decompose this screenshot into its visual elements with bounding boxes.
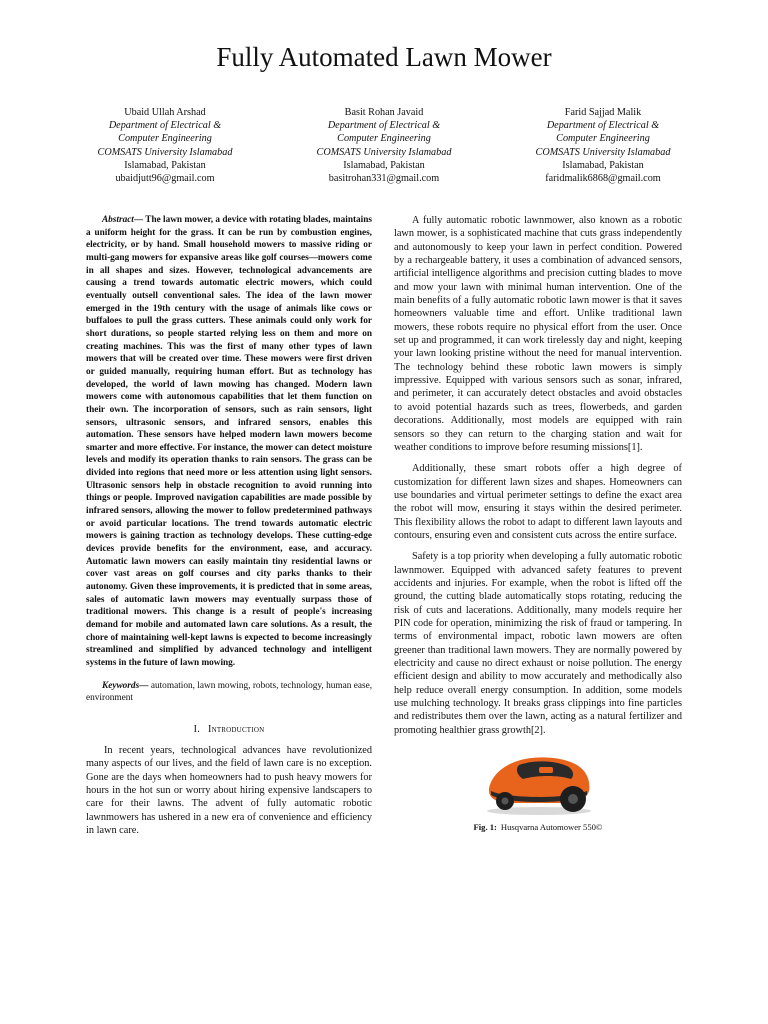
mower-hub	[568, 794, 578, 804]
author-block	[60, 106, 708, 185]
abstract	[86, 214, 372, 670]
author-city: Islamabad, Pakistan	[124, 159, 206, 171]
author-name: Basit Rohan Javaid	[344, 107, 424, 118]
body-paragraph: Additionally, these smart robots offer a high degree of customization for different lawn sizes and shapes. Homeowners can use boundaries and virtual perimeter settings to define the exact area the robot will mow, ensuring it stays within the desired perimeter. This flexibility allows the robot to adapt to different lawn layouts and contours, ensuring even and consistent cuts across the entire surface.	[394, 463, 682, 541]
figure-1	[394, 745, 682, 833]
left-column	[86, 214, 372, 845]
figure-label: Fig. 1:	[473, 822, 497, 833]
author-city: Islamabad, Pakistan	[343, 159, 425, 171]
abstract-dash: —	[133, 215, 146, 225]
author-name: Farid Sajjad Malik	[564, 107, 642, 118]
section-number: I.	[193, 723, 200, 735]
author-2	[279, 106, 489, 185]
author-department: Department of Electrical &	[327, 120, 441, 132]
author-email: faridmalik6868@gmail.com	[545, 173, 661, 185]
right-column	[394, 214, 682, 833]
mower-stop-button	[539, 767, 553, 773]
intro-paragraph: In recent years, technological advances have revolutionized many aspects of our lives, and the field of lawn care is no exception. Gone are the days when homeowners had to push heavy mowers for hours in the hot sun or worry about hiring expensive landscapers to care for their lawns. The advent of fully automatic robotic lawnmowers has ushered in a new era of convenience and efficiency in lawn care.	[86, 744, 372, 836]
author-department: Computer Engineering	[118, 133, 212, 145]
body-paragraph: Safety is a top priority when developing a fully automatic robotic lawnmower. Equipped with advanced safety features to prevent accidents and injuries. For example, when the robot is lifted off the ground, the cutting blade automatically stops rotating, reducing the risk of cuts and lacerations. Additionally, many models require her PIN code for operation, minimizing the risk of fraud or tampering. In terms of environmental impact, robotic lawn mowers are often greener than traditional lawn mowers. They are normally powered by electricity and cause no direct exhaust or noise pollution. The energy efficient design and ability to mow accurately and methodically also help reduce overall energy consumption. In addition, some models use mulching technology. It breaks grass clippings into fine particles and redistributes them over the lawn, acting as a natural fertilizer and promoting healthier grass growth[2].	[394, 551, 682, 736]
author-name: Ubaid Ullah Arshad	[124, 107, 206, 118]
keywords	[86, 680, 372, 705]
robotic-mower-image	[479, 745, 597, 817]
section-heading	[86, 723, 372, 736]
keywords-label: Keywords	[102, 680, 140, 691]
figure-caption	[394, 821, 682, 833]
author-department: Department of Electrical &	[546, 120, 660, 132]
author-city: Islamabad, Pakistan	[562, 159, 644, 171]
paper-title: Fully Automated Lawn Mower	[216, 42, 552, 72]
author-email: basitrohan331@gmail.com	[328, 173, 440, 185]
mower-hub	[502, 798, 509, 805]
keywords-text: automation, lawn mowing, robots, technology, human ease, environment	[86, 680, 373, 704]
body-paragraph: A fully automatic robotic lawnmower, also known as a robotic lawn mower, is a sophisticated machine that cuts grass independently and autonomously to keep your lawn in perfect condition. Powered by a rechargeable battery, it uses a combination of advanced sensors, artificial intelligence algorithms and precision cutting blades to move and mow your lawn with minimal human intervention. One of the main benefits of a fully automatic robotic lawn mower is that it saves homeowners valuable time and effort. Unlike traditional lawn mowers, these robots require no physical effort from the user. Once set up and programmed, it can work tirelessly day and night, keeping your lawn looking pristine without the need for manual intervention. The technology behind these robotic lawn mowers is simply impressive. Equipped with various sensors such as sonar, infrared, and perimeter, it can accurately detect obstacles and avoid obstacles to avoid potential hazards such as trees, flowerbeds, and garden decorations. Additionally, most models are equipped with rain sensors so they can return to the charging station and wait for weather conditions to improve before resuming missions[1].	[394, 215, 682, 453]
keywords-dash: —	[139, 680, 151, 691]
author-university: COMSATS University Islamabad	[535, 146, 671, 158]
author-university: COMSATS University Islamabad	[97, 146, 233, 158]
figure-caption-text: Husqvarna Automower 550©	[500, 822, 603, 833]
section-title: Introduction	[207, 723, 265, 735]
author-department: Computer Engineering	[337, 133, 431, 145]
author-department: Department of Electrical &	[108, 120, 222, 132]
author-3	[498, 106, 708, 185]
author-department: Computer Engineering	[556, 133, 650, 145]
author-email: ubaidjutt96@gmail.com	[115, 173, 215, 185]
abstract-text: The lawn mower, a device with rotating blades, maintains a uniform height for the grass. It can be run by combustion engines, electricity, or by hand. Small household mowers to massive riding or multi-gang mowers for expansive areas like golf courses—mowers come in all shapes and sizes. However, technological advancements are causing a trend towards automatic electric mowers, which could eventually outsell conventional sales. The idea of the lawn mower emerged in the 19th century with the usage of animals like cows or buffaloes to pull the grass cutters. These animals could only work for short durations, so people started relying less on them and more on creating machines. This was the first of many other types of lawn mowers that will be created over time. These mowers were first driven or guided manually, requiring human effort. But as technology has developed, the world of lawn mowing has changed. Modern lawn mowers come with autonomous capabilities that let them function on their own. The incorporation of sensors, such as rain sensors, light sensors, ultrasonic sensors, and infrared sensors, enables this automation. These sensors have helped modern lawn mowers become smarter and more effective. For instance, the mower can detect moisture levels and modify its operation thanks to rain sensors. The grass can be divided into regions that need more or less attention using light sensors. Ultrasonic sensors help in obstacle recognition to avoid running into things or people. Improved navigation capabilities are made possible by infrared sensors, allowing the mower to follow predetermined pathways or avoid particular locations. The trend towards automatic electric mowers is gaining traction as technology develops. These cutting-edge devices provide benefits for the environment, ease, and accuracy. Automatic lawn mowers can easily maintain tiny residential lawns or cover vast areas on golf courses and city parks thanks to their autonomy. Given these improvements, it is predicted that in some areas, sales of automatic lawn mowers may eventually surpass those of traditional mowers. This change is a result of people's increasing demand for mobile and automated lawn care solutions. As a result, the chore of maintaining well-kept lawns is expected to become increasingly streamlined and simplified by advanced technology and intelligent systems in the future of lawn mowing.	[86, 215, 372, 668]
abstract-label: Abstract	[102, 215, 134, 225]
author-1	[60, 106, 270, 185]
author-university: COMSATS University Islamabad	[316, 146, 452, 158]
